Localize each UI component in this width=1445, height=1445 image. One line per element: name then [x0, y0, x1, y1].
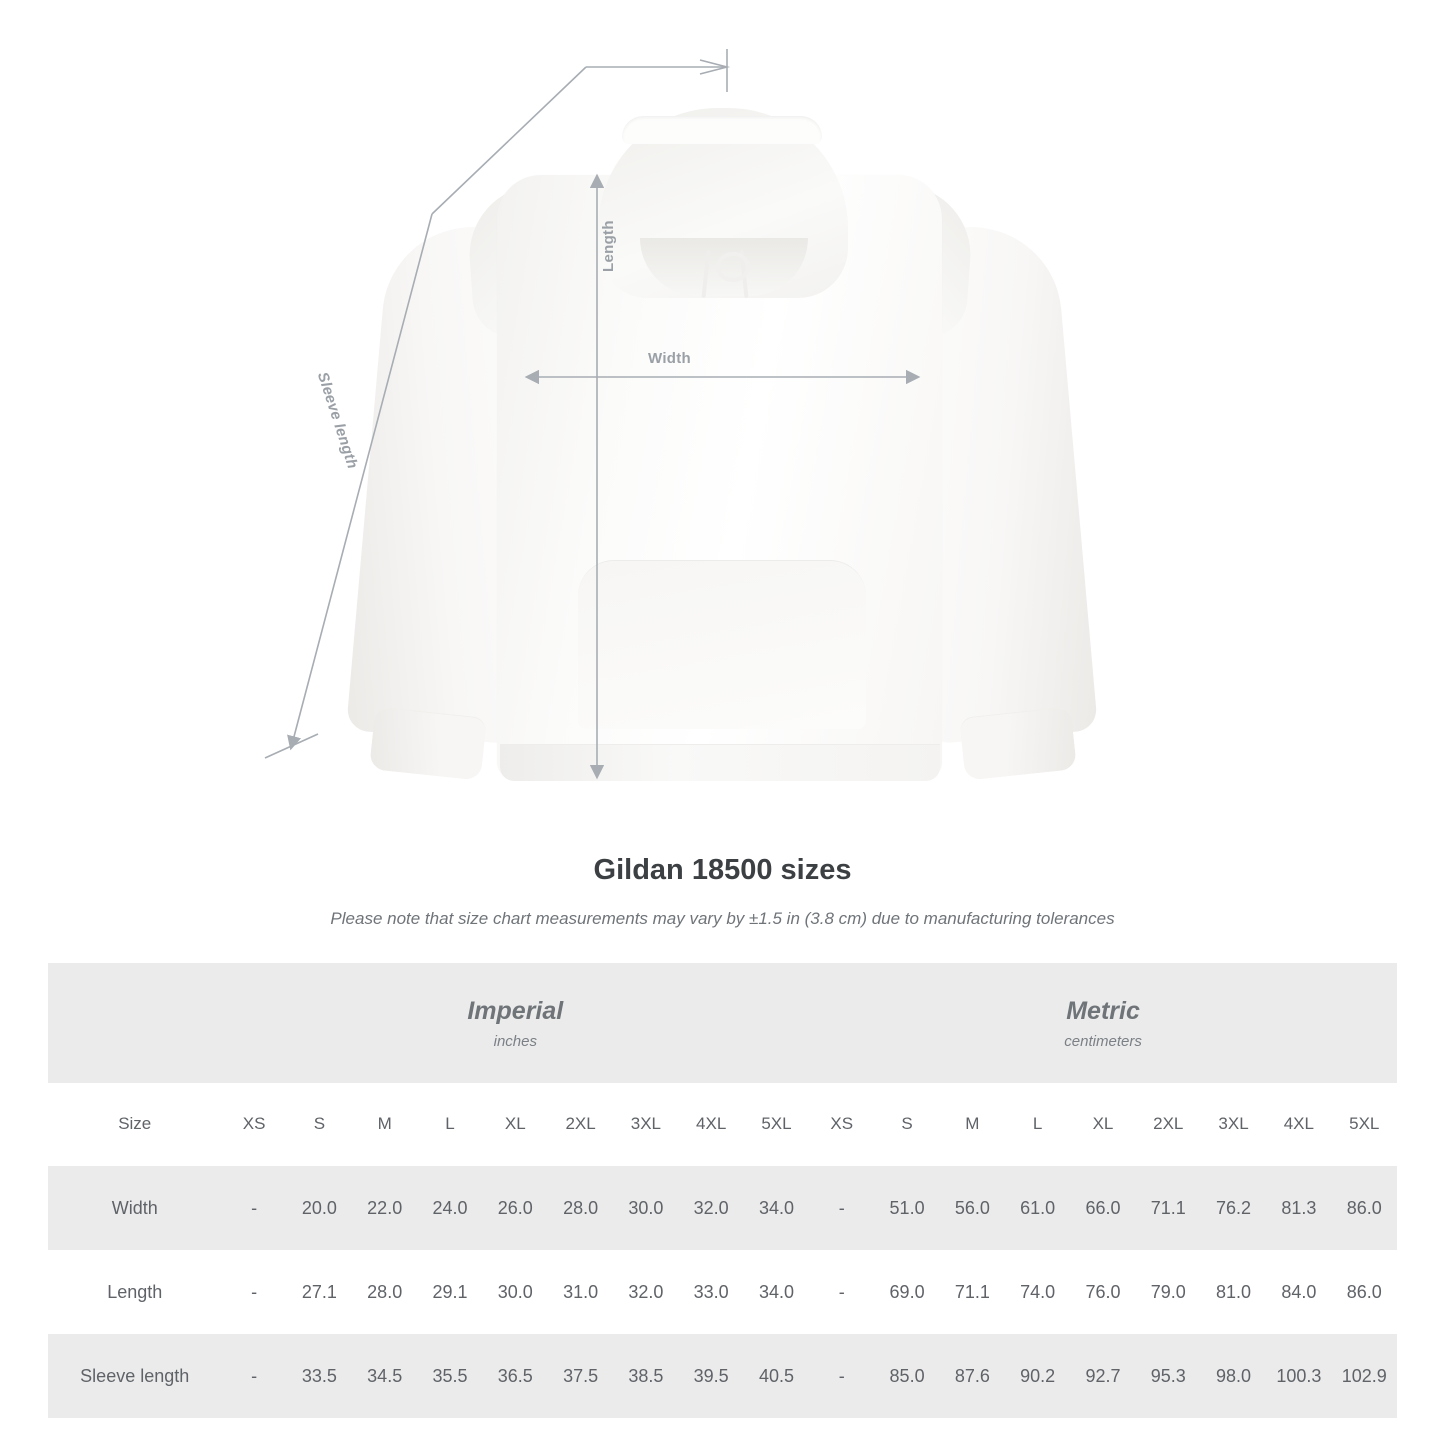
cell-length-met-xl: 76.0 — [1070, 1250, 1135, 1334]
size-header-imp-xs: XS — [221, 1083, 286, 1166]
page-title: Gildan 18500 sizes — [593, 854, 852, 886]
cell-width-met-2xl: 71.1 — [1136, 1166, 1201, 1251]
size-header-met-3xl: 3XL — [1201, 1083, 1266, 1166]
size-table-wrapper — [48, 963, 1397, 1418]
cell-sleeve-imp-4xl: 39.5 — [679, 1334, 744, 1418]
size-header-row — [48, 1083, 1397, 1166]
unit-sub-metric: centimeters — [1064, 1033, 1142, 1051]
unit-title-metric: Metric — [1066, 996, 1140, 1025]
unit-cell-metric — [809, 963, 1397, 1083]
length-label: Length — [600, 220, 617, 272]
cell-length-met-2xl: 79.0 — [1136, 1250, 1201, 1334]
cell-sleeve-met-5xl: 102.9 — [1332, 1334, 1398, 1418]
cell-sleeve-imp-5xl: 40.5 — [744, 1334, 809, 1418]
cell-length-imp-4xl: 33.0 — [679, 1250, 744, 1334]
cell-length-met-l: 74.0 — [1005, 1250, 1070, 1334]
cell-length-met-5xl: 86.0 — [1332, 1250, 1398, 1334]
cell-length-imp-xl: 30.0 — [483, 1250, 548, 1334]
sleeve-end-tick — [265, 734, 318, 758]
cell-length-met-xs: - — [809, 1250, 874, 1334]
table-row-length — [48, 1250, 1397, 1334]
cell-length-met-s: 69.0 — [874, 1250, 939, 1334]
sleeve-length-label: Sleeve length — [313, 370, 362, 471]
cell-length-imp-m: 28.0 — [352, 1250, 417, 1334]
sleeve-measure-line — [291, 214, 432, 748]
cell-sleeve-imp-xl: 36.5 — [483, 1334, 548, 1418]
size-header-met-m: M — [940, 1083, 1005, 1166]
cell-length-met-3xl: 81.0 — [1201, 1250, 1266, 1334]
cell-length-imp-2xl: 31.0 — [548, 1250, 613, 1334]
size-header-imp-s: S — [287, 1083, 352, 1166]
cell-length-imp-l: 29.1 — [417, 1250, 482, 1334]
size-header-imp-2xl: 2XL — [548, 1083, 613, 1166]
size-header-imp-xl: XL — [483, 1083, 548, 1166]
size-header-imp-5xl: 5XL — [744, 1083, 809, 1166]
cell-sleeve-imp-m: 34.5 — [352, 1334, 417, 1418]
cell-width-met-3xl: 76.2 — [1201, 1166, 1266, 1251]
cell-sleeve-met-xl: 92.7 — [1070, 1334, 1135, 1418]
cell-sleeve-imp-l: 35.5 — [417, 1334, 482, 1418]
sleeve-shoulder-segment — [432, 67, 586, 214]
cell-width-met-4xl: 81.3 — [1266, 1166, 1331, 1251]
cell-width-imp-4xl: 32.0 — [679, 1166, 744, 1251]
size-header-met-xs: XS — [809, 1083, 874, 1166]
tolerance-note: Please note that size chart measurements may vary by ±1.5 in (3.8 cm) due to manufacturing tolerances — [330, 909, 1115, 928]
cell-width-imp-3xl: 30.0 — [613, 1166, 678, 1251]
cell-sleeve-imp-3xl: 38.5 — [613, 1334, 678, 1418]
cell-length-met-4xl: 84.0 — [1266, 1250, 1331, 1334]
cell-sleeve-met-3xl: 98.0 — [1201, 1334, 1266, 1418]
table-row-width — [48, 1166, 1397, 1251]
cell-sleeve-met-4xl: 100.3 — [1266, 1334, 1331, 1418]
cell-width-imp-xs: - — [221, 1166, 286, 1251]
cell-width-met-l: 61.0 — [1005, 1166, 1070, 1251]
row-label-width: Width — [48, 1166, 221, 1251]
cell-width-imp-xl: 26.0 — [483, 1166, 548, 1251]
cell-width-met-xs: - — [809, 1166, 874, 1251]
cell-length-imp-xs: - — [221, 1250, 286, 1334]
cell-sleeve-met-xs: - — [809, 1334, 874, 1418]
cell-width-imp-l: 24.0 — [417, 1166, 482, 1251]
cell-width-met-5xl: 86.0 — [1332, 1166, 1398, 1251]
unit-title-imperial: Imperial — [467, 996, 564, 1025]
unit-cell-imperial — [221, 963, 809, 1083]
cell-width-met-m: 56.0 — [940, 1166, 1005, 1251]
cell-length-met-m: 71.1 — [940, 1250, 1005, 1334]
row-label-length: Length — [48, 1250, 221, 1334]
cell-length-imp-s: 27.1 — [287, 1250, 352, 1334]
size-header-imp-l: L — [417, 1083, 482, 1166]
size-header-imp-4xl: 4XL — [679, 1083, 744, 1166]
size-header-imp-m: M — [352, 1083, 417, 1166]
size-header-met-4xl: 4XL — [1266, 1083, 1331, 1166]
size-header-imp-3xl: 3XL — [613, 1083, 678, 1166]
unit-sub-imperial: inches — [493, 1033, 537, 1051]
cell-sleeve-met-s: 85.0 — [874, 1334, 939, 1418]
cell-length-imp-3xl: 32.0 — [613, 1250, 678, 1334]
cell-sleeve-met-2xl: 95.3 — [1136, 1334, 1201, 1418]
unit-corner-cell — [48, 963, 221, 1083]
cell-width-imp-s: 20.0 — [287, 1166, 352, 1251]
cell-sleeve-imp-s: 33.5 — [287, 1334, 352, 1418]
width-label: Width — [648, 350, 692, 367]
size-header-label: Size — [48, 1083, 221, 1166]
cell-sleeve-met-l: 90.2 — [1005, 1334, 1070, 1418]
size-chart-table — [48, 963, 1397, 1418]
cell-width-imp-2xl: 28.0 — [548, 1166, 613, 1251]
size-header-met-xl: XL — [1070, 1083, 1135, 1166]
cell-sleeve-imp-2xl: 37.5 — [548, 1334, 613, 1418]
cell-sleeve-imp-xs: - — [221, 1334, 286, 1418]
size-header-met-2xl: 2XL — [1136, 1083, 1201, 1166]
size-header-met-5xl: 5XL — [1332, 1083, 1398, 1166]
cell-sleeve-met-m: 87.6 — [940, 1334, 1005, 1418]
row-label-sleeve-length: Sleeve length — [48, 1334, 221, 1418]
cell-width-imp-5xl: 34.0 — [744, 1166, 809, 1251]
cell-width-met-xl: 66.0 — [1070, 1166, 1135, 1251]
cell-length-imp-5xl: 34.0 — [744, 1250, 809, 1334]
size-header-met-s: S — [874, 1083, 939, 1166]
size-header-met-l: L — [1005, 1083, 1070, 1166]
unit-system-header-row — [48, 963, 1397, 1083]
cell-width-met-s: 51.0 — [874, 1166, 939, 1251]
table-row-sleeve-length — [48, 1334, 1397, 1418]
cell-width-imp-m: 22.0 — [352, 1166, 417, 1251]
